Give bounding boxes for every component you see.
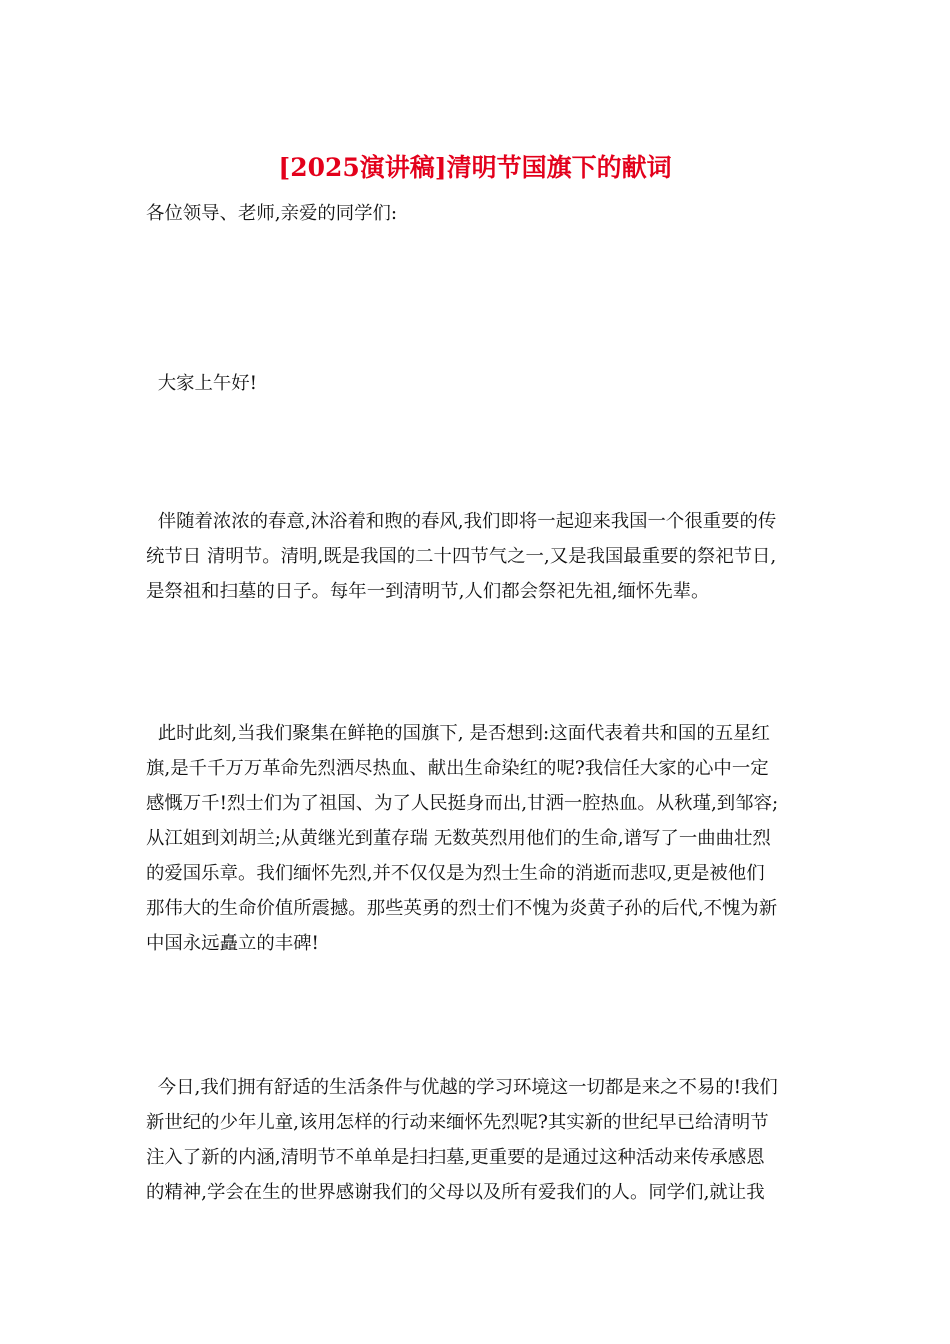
paragraph-1 — [146, 504, 816, 609]
paragraph-line: 是祭祖和扫墓的日子。每年一到清明节,人们都会祭祀先祖,缅怀先辈。 — [146, 581, 710, 602]
greeting — [146, 366, 816, 401]
paragraph-line: 的精神,学会在生的世界感谢我们的父母以及所有爱我们的人。同学们,就让我 — [146, 1182, 765, 1203]
paragraph-line: 注入了新的内涵,清明节不单单是扫扫墓,更重要的是通过这种活动来传承感恩 — [146, 1147, 765, 1168]
paragraph-line: 旗,是千千万万革命先烈洒尽热血、献出生命染红的呢?我信任大家的心中一定 — [146, 758, 769, 779]
salutation — [146, 196, 816, 231]
paragraph-line: 新世纪的少年儿童,该用怎样的行动来缅怀先烈呢?其实新的世纪早已给清明节 — [146, 1112, 769, 1133]
paragraph-line: 今日,我们拥有舒适的生活条件与优越的学习环境这一切都是来之不易的!我们 — [146, 1077, 778, 1098]
paragraph-line: 那伟大的生命价值所震撼。那些英勇的烈士们不愧为炎黄子孙的后代,不愧为新 — [146, 898, 778, 919]
paragraph-line: 统节日 清明节。清明,既是我国的二十四节气之一,又是我国最重要的祭祀节日, — [146, 546, 777, 567]
paragraph-line: 中国永远矗立的丰碑! — [146, 933, 319, 954]
paragraph-line: 的爱国乐章。我们缅怀先烈,并不仅仅是为烈士生命的消逝而悲叹,更是被他们 — [146, 863, 765, 884]
salutation-text: 各位领导、老师,亲爱的同学们: — [146, 203, 398, 224]
document-title: [2025演讲稿]清明节国旗下的献词 — [278, 153, 672, 182]
paragraph-line: 此时此刻,当我们聚集在鲜艳的国旗下, 是否想到:这面代表着共和国的五星红 — [146, 723, 770, 744]
paragraph-2 — [146, 716, 816, 961]
paragraph-3 — [146, 1070, 816, 1210]
greeting-text: 大家上午好! — [146, 373, 258, 394]
paragraph-line: 从江姐到刘胡兰;从黄继光到董存瑞 无数英烈用他们的生命,谱写了一曲曲壮烈 — [146, 828, 771, 849]
paragraph-line: 伴随着浓浓的春意,沐浴着和煦的春风,我们即将一起迎来我国一个很重要的传 — [146, 511, 777, 532]
paragraph-line: 感慨万千!烈士们为了祖国、为了人民挺身而出,甘洒一腔热血。从秋瑾,到邹容; — [146, 793, 779, 814]
